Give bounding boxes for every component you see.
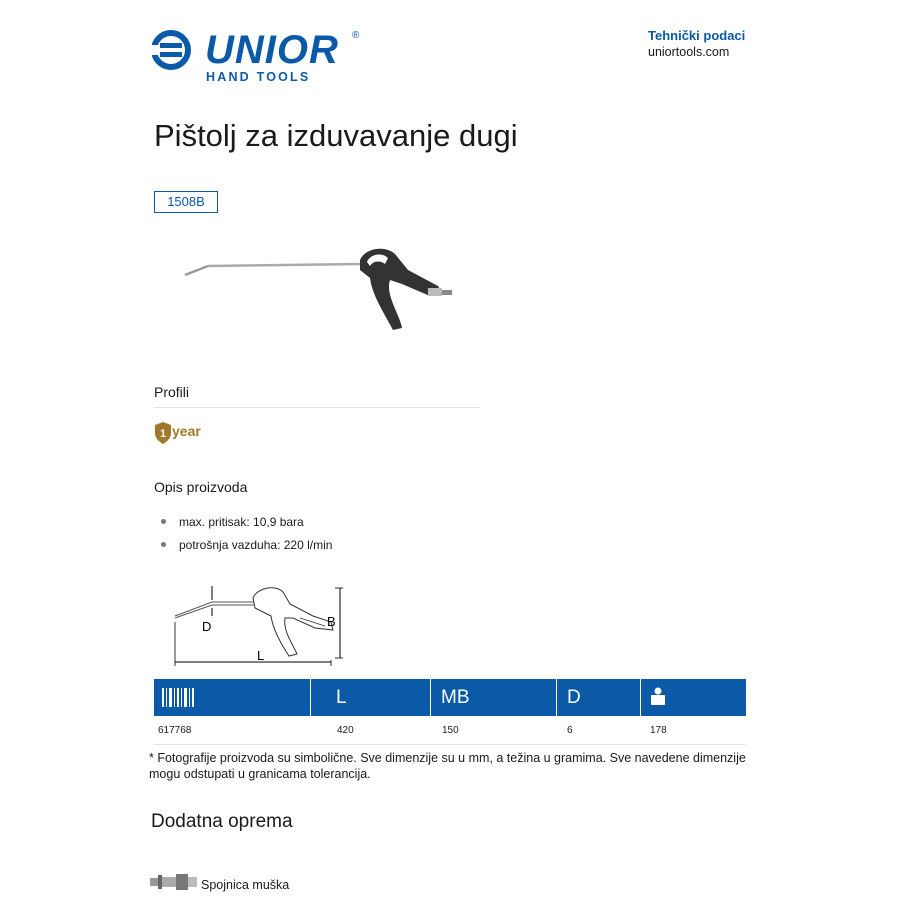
website-link[interactable]: uniortools.com	[648, 45, 730, 59]
table-cell-d: 6	[567, 725, 573, 736]
dim-label-l: L	[257, 648, 265, 663]
column-divider	[310, 679, 311, 716]
column-divider	[430, 679, 431, 716]
product-code-badge: 1508B	[154, 191, 218, 213]
warranty-number: 1	[159, 428, 167, 440]
barcode-icon	[162, 688, 194, 707]
description-heading: Opis proizvoda	[154, 479, 248, 495]
profiles-heading: Profili	[154, 384, 190, 400]
registered-mark: ®	[352, 30, 360, 41]
description-item: max. pritisak: 10,9 bara	[179, 515, 304, 529]
divider	[154, 744, 746, 745]
column-header-d: D	[567, 687, 581, 708]
column-header-l: L	[336, 687, 347, 708]
dim-label-d: D	[202, 619, 212, 634]
spec-table-header	[154, 679, 746, 716]
dim-label-b: B	[327, 614, 336, 629]
warranty-text: year	[172, 423, 201, 439]
column-divider	[640, 679, 641, 716]
divider	[154, 407, 480, 408]
table-cell-weight: 178	[650, 725, 667, 736]
brand-name: UNIOR	[205, 28, 339, 72]
table-cell-l: 420	[337, 725, 354, 736]
description-item: potrošnja vazduha: 220 l/min	[179, 538, 333, 552]
page-title: Pištolj za izduvavanje dugi	[154, 118, 518, 153]
bullet-icon	[161, 519, 166, 524]
coupling-image[interactable]	[150, 872, 198, 892]
bullet-icon	[161, 542, 166, 547]
list-item	[161, 515, 304, 529]
list-item	[161, 538, 332, 552]
disclaimer-note: * Fotografije proizvoda su simbolične. Sve dimenzije su u mm, a težina u gramima. Sve navedene dimenzije mogu odstupati u granicama tolerancija.	[149, 751, 746, 781]
accessory-link[interactable]: Spojnica muška	[201, 878, 290, 892]
column-header-mb: MB	[441, 687, 470, 708]
weight-icon	[650, 687, 666, 705]
table-cell-mb: 150	[442, 725, 459, 736]
brand-subtitle: HAND TOOLS	[206, 70, 311, 84]
column-divider	[556, 679, 557, 716]
tech-data-title: Tehnički podaci	[648, 28, 746, 43]
dimension-drawing	[165, 582, 355, 672]
table-cell-code: 617768	[158, 725, 192, 736]
accessories-heading: Dodatna oprema	[151, 811, 293, 832]
blow-gun-image	[180, 240, 460, 340]
